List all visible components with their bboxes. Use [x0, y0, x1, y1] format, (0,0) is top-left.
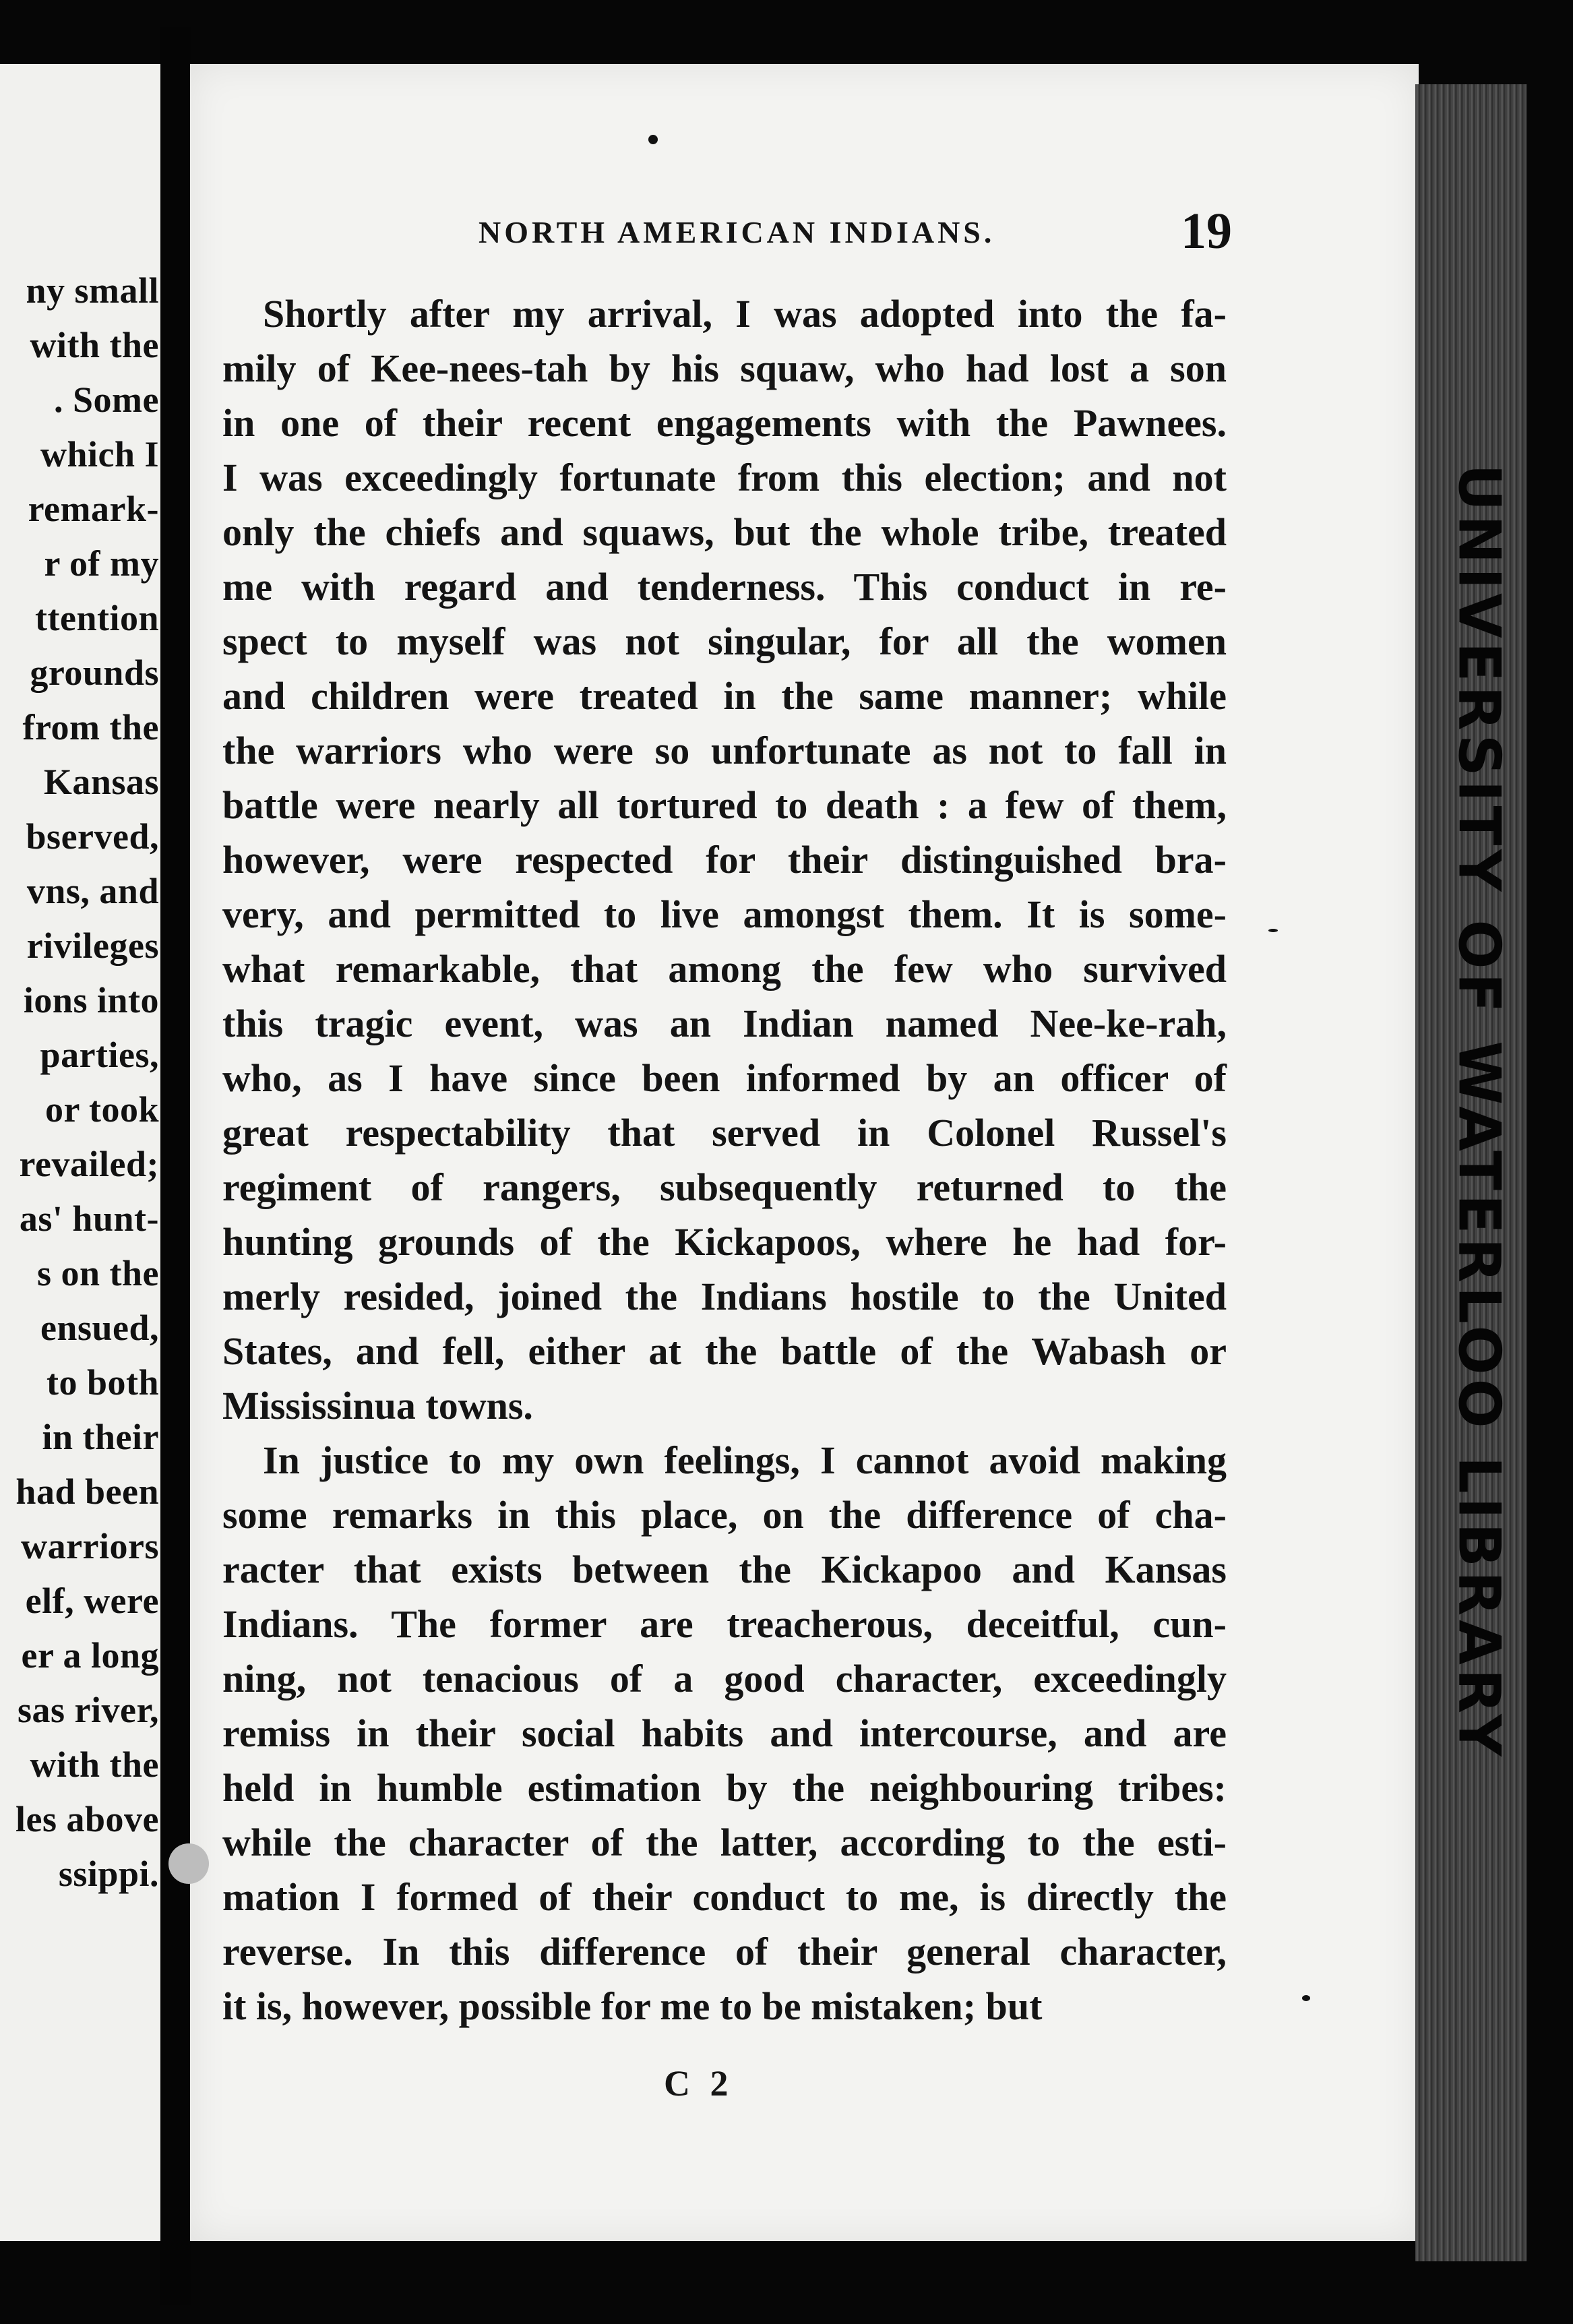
text-line: what remarkable, that among the few who survived	[222, 947, 1227, 991]
paragraph	[222, 286, 1227, 1433]
text-line: while the character of the latter, according to the esti-	[222, 1821, 1227, 1864]
ink-speck	[1268, 929, 1278, 932]
text-line: only the chiefs and squaws, but the whole tribe, treated	[222, 510, 1227, 554]
text-line: very, and permitted to live amongst them. It is some-	[222, 892, 1227, 936]
text-line: reverse. In this difference of their general character,	[222, 1930, 1227, 1974]
text-line: mation I formed of their conduct to me, is directly the	[222, 1875, 1227, 1919]
text-line: ny small	[26, 270, 159, 311]
text-line: as' hunt-	[19, 1198, 159, 1239]
text-line: it is, however, possible for me to be mistaken; but	[222, 1984, 1043, 2028]
page-number: 19	[1181, 203, 1232, 259]
page-body	[222, 286, 1227, 2034]
text-line: hunting grounds of the Kickapoos, where he had for-	[222, 1220, 1227, 1264]
facing-page-text	[0, 270, 159, 1907]
text-line: ssippi.	[58, 1854, 159, 1894]
text-line: which I	[40, 434, 159, 475]
ink-speck	[648, 135, 658, 144]
text-line: and children were treated in the same manner; while	[222, 674, 1227, 718]
text-line: this tragic event, was an Indian named Nee-ke-rah,	[222, 1002, 1227, 1045]
text-line: Kansas	[43, 762, 159, 802]
text-line: Shortly after my arrival, I was adopted into the fa-	[263, 292, 1227, 336]
text-line: grounds	[30, 652, 159, 693]
text-line: ions into	[23, 980, 159, 1020]
text-line: in their	[42, 1417, 159, 1457]
text-line: in one of their recent engagements with the Pawnees.	[222, 401, 1227, 445]
text-line: elf, were	[25, 1581, 159, 1621]
text-line: who, as I have since been informed by an officer of	[222, 1056, 1227, 1100]
text-line: revailed;	[19, 1144, 159, 1184]
text-line: spect to myself was not singular, for all the women	[222, 619, 1227, 663]
text-line: with the	[30, 1744, 159, 1785]
text-line: remiss in their social habits and intercourse, and are	[222, 1711, 1227, 1755]
text-line: had been	[16, 1471, 159, 1512]
text-line: Indians. The former are treacherous, deceitful, cun-	[222, 1602, 1227, 1646]
text-line: er a long	[21, 1635, 159, 1676]
text-line: however, were respected for their distinguished bra-	[222, 838, 1227, 882]
text-line: to both	[46, 1362, 159, 1403]
text-line: great respectability that served in Colonel Russel's	[222, 1111, 1227, 1155]
text-line: with the	[30, 325, 159, 365]
text-line: Mississinua towns.	[222, 1384, 533, 1428]
text-line: mily of Kee-nees-tah by his squaw, who had lost a son	[222, 346, 1227, 390]
text-line: me with regard and tenderness. This conduct in re-	[222, 565, 1227, 609]
text-line: In justice to my own feelings, I cannot avoid making	[263, 1438, 1227, 1482]
text-line: ning, not tenacious of a good character, exceedingly	[222, 1657, 1227, 1701]
text-line: s on the	[36, 1253, 159, 1293]
text-line: sas river,	[18, 1690, 159, 1730]
text-line: ttention	[35, 598, 159, 638]
text-line: les above	[16, 1799, 159, 1839]
running-header: NORTH AMERICAN INDIANS.	[479, 215, 995, 249]
text-line: rivileges	[26, 925, 159, 966]
text-line: some remarks in this place, on the difference of cha-	[222, 1493, 1227, 1537]
ink-speck	[168, 1843, 209, 1884]
text-line: parties,	[40, 1035, 159, 1075]
text-line: or took	[44, 1089, 159, 1130]
text-line: r of my	[44, 543, 159, 584]
text-line: vns, and	[26, 871, 159, 911]
facing-page	[0, 64, 160, 2241]
text-line: from the	[22, 707, 159, 747]
text-line: remark-	[28, 489, 159, 529]
text-line: ensued,	[40, 1308, 159, 1348]
text-line: warriors	[21, 1526, 159, 1566]
paragraph	[222, 1433, 1227, 2034]
text-line: held in humble estimation by the neighbouring tribes:	[222, 1766, 1227, 1810]
text-line: . Some	[54, 379, 159, 420]
text-line: the warriors who were so unfortunate as not to fall in	[222, 729, 1227, 772]
library-stamp	[1442, 464, 1516, 1761]
signature-mark: C 2	[664, 2063, 734, 2104]
text-line: bserved,	[26, 816, 159, 857]
ink-speck	[1302, 1995, 1310, 2001]
binding-gutter	[160, 27, 191, 2305]
text-line: regiment of rangers, subsequently returned to the	[222, 1165, 1227, 1209]
text-line: merly resided, joined the Indians hostile to the United	[222, 1275, 1227, 1318]
library-stamp-text: UNIVERSITY OF WATERLOO LIBRARY	[1446, 464, 1514, 1761]
text-line: States, and fell, either at the battle of the Wabash or	[222, 1329, 1227, 1373]
text-line: racter that exists between the Kickapoo and Kansas	[222, 1548, 1227, 1591]
text-line: I was exceedingly fortunate from this election; and not	[222, 456, 1227, 499]
text-line: battle were nearly all tortured to death : a few of them,	[222, 783, 1227, 827]
